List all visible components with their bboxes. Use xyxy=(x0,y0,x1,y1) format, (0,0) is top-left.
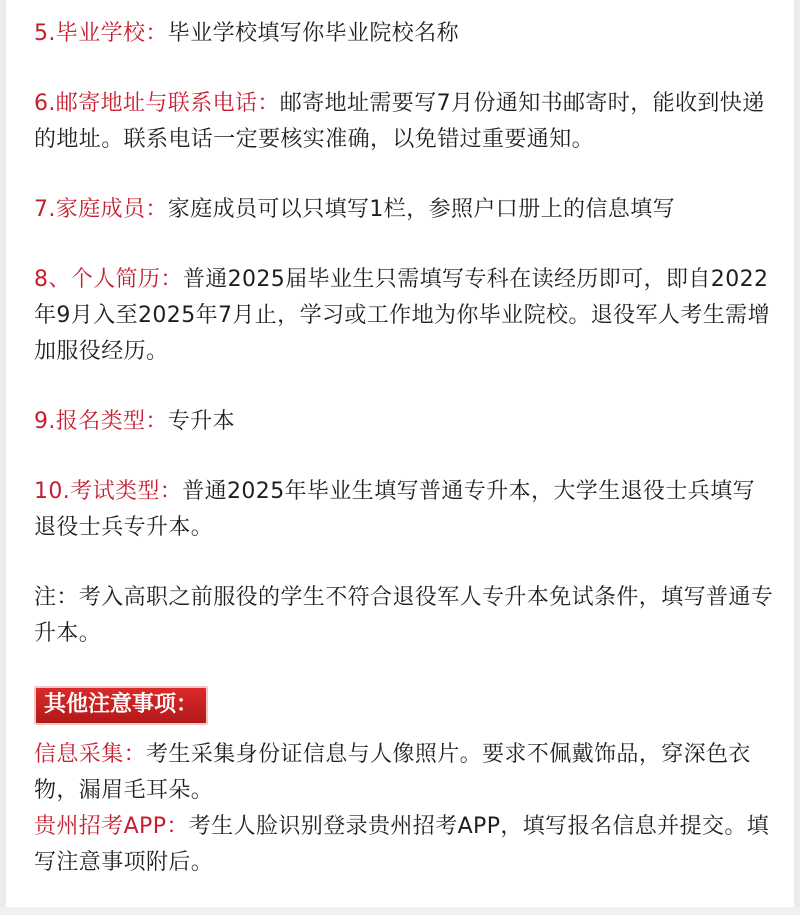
graduate-school-item xyxy=(34,16,774,52)
family-members-item xyxy=(34,192,774,228)
info-collection-text: 考生采集身份证信息与人像照片。要求不佩戴饰品，穿深色衣物，漏眉毛耳朵。 xyxy=(34,742,751,803)
family-members-text: 家庭成员可以只填写1栏，参照户口册上的信息填写 xyxy=(167,197,675,222)
graduate-school-label: 5.毕业学校： xyxy=(34,21,168,46)
registration-type-text: 专升本 xyxy=(167,409,235,434)
graduate-school-text: 毕业学校填写你毕业院校名称 xyxy=(167,21,459,46)
guizhou-app-text: 考生人脸识别登录贵州招考APP，填写报名信息并提交。填写注意事项附后。 xyxy=(34,814,770,875)
bottom-frame-edge xyxy=(0,907,800,915)
right-frame-edge xyxy=(794,0,800,915)
exam-type-item xyxy=(34,474,774,546)
guizhou-app-label: 贵州招考APP： xyxy=(34,814,189,839)
mailing-address-phone-item xyxy=(34,86,774,158)
registration-type-label: 9.报名类型： xyxy=(34,409,168,434)
note-item xyxy=(34,580,774,652)
info-collection-label: 信息采集： xyxy=(34,742,147,767)
mailing-address-phone-text: 邮寄地址需要写7月份通知书邮寄时，能收到快递的地址。联系电话一定要核实准确，以免错过重要通知。 xyxy=(34,91,765,152)
content-area xyxy=(34,16,774,881)
left-frame-edge xyxy=(0,0,6,915)
personal-resume-item xyxy=(34,262,774,370)
guizhou-app-item xyxy=(34,809,774,881)
exam-type-text: 普通2025年毕业生填写普通专升本，大学生退役士兵填写退役士兵专升本。 xyxy=(34,479,755,540)
mailing-address-phone-label: 6.邮寄地址与联系电话： xyxy=(34,91,280,116)
info-collection-item xyxy=(34,737,774,809)
other-notes-section-title: 其他注意事项： xyxy=(34,686,208,725)
note-text: 注：考入高职之前服役的学生不符合退役军人专升本免试条件，填写普通专升本。 xyxy=(34,585,774,646)
personal-resume-text: 普通2025届毕业生只需填写专科在读经历即可，即自2022年9月入至2025年7月止，学习或工作地为你毕业院校。退役军人考生需增加服役经历。 xyxy=(34,267,770,364)
exam-type-label: 10.考试类型： xyxy=(34,479,183,504)
registration-type-item xyxy=(34,404,774,440)
family-members-label: 7.家庭成员： xyxy=(34,197,168,222)
personal-resume-label: 8、个人简历： xyxy=(34,267,183,292)
